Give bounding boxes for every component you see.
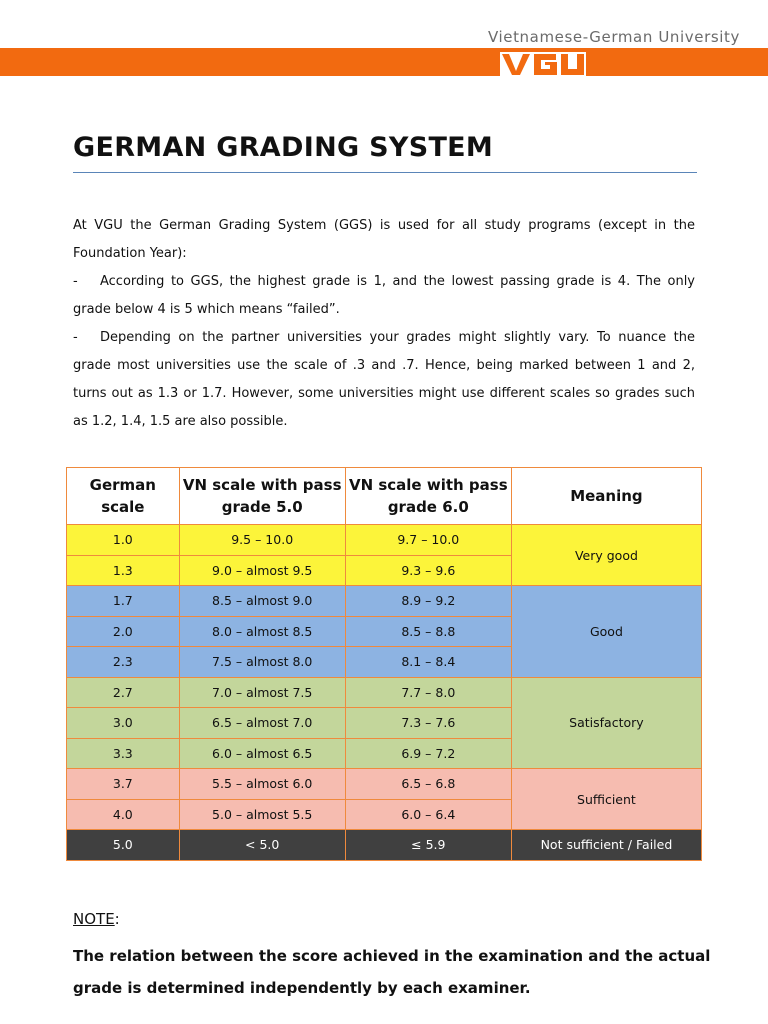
vn-range-6: 8.1 – 8.4 — [345, 647, 511, 678]
header-german-scale: German scale — [67, 468, 180, 525]
german-grade: 5.0 — [67, 830, 180, 861]
meaning-satisfactory: Satisfactory — [511, 677, 701, 769]
meaning-sufficient: Sufficient — [511, 769, 701, 830]
vn-range-6: 9.7 – 10.0 — [345, 525, 511, 556]
intro-text — [73, 212, 695, 436]
vn-range-5: < 5.0 — [179, 830, 345, 861]
title-divider — [73, 172, 697, 173]
page-title: GERMAN GRADING SYSTEM — [73, 132, 494, 163]
table-header-row — [67, 468, 702, 525]
vn-range-6: 7.7 – 8.0 — [345, 677, 511, 708]
german-grade: 2.7 — [67, 677, 180, 708]
header-vn-scale-5: VN scale with pass grade 5.0 — [179, 468, 345, 525]
vn-range-6: 6.9 – 7.2 — [345, 738, 511, 769]
vn-range-5: 9.5 – 10.0 — [179, 525, 345, 556]
bullet-dash: - — [73, 330, 78, 345]
vn-range-5: 7.5 – almost 8.0 — [179, 647, 345, 678]
bullet-text-1: According to GGS, the highest grade is 1, and the lowest passing grade is 4. The only grade below 4 is 5 which means “failed”. — [73, 274, 695, 317]
header-bar — [0, 48, 768, 76]
german-grade: 2.0 — [67, 616, 180, 647]
table-row — [67, 769, 702, 800]
note-label — [73, 910, 120, 928]
vn-range-6: ≤ 5.9 — [345, 830, 511, 861]
bullet-dash: - — [73, 274, 78, 289]
note-colon: : — [114, 910, 120, 928]
vn-range-6: 9.3 – 9.6 — [345, 555, 511, 586]
german-grade: 4.0 — [67, 799, 180, 830]
bullet-item-1 — [73, 268, 695, 324]
vn-range-6: 8.9 – 9.2 — [345, 586, 511, 617]
vn-range-6: 6.0 – 6.4 — [345, 799, 511, 830]
german-grade: 1.0 — [67, 525, 180, 556]
german-grade: 1.3 — [67, 555, 180, 586]
meaning-very-good: Very good — [511, 525, 701, 586]
vgu-logo-mark — [500, 52, 586, 76]
vn-range-5: 6.0 – almost 6.5 — [179, 738, 345, 769]
german-grade: 2.3 — [67, 647, 180, 678]
bullet-text-2: Depending on the partner universities your grades might slightly vary. To nuance the grade most universities use the scale of .3 and .7. Hence, being marked between 1 and 2, turns out as 1.3 or 1.7. However, some universities might use different scales so grades such as 1.2, 1.4, 1.5 are also possible. — [73, 330, 695, 429]
header-meaning: Meaning — [511, 468, 701, 525]
intro-paragraph: At VGU the German Grading System (GGS) is used for all study programs (except in the Foundation Year): — [73, 218, 695, 261]
vn-range-5: 7.0 – almost 7.5 — [179, 677, 345, 708]
meaning-failed: Not sufficient / Failed — [511, 830, 701, 861]
german-grade: 3.7 — [67, 769, 180, 800]
german-grade: 3.3 — [67, 738, 180, 769]
table-row — [67, 586, 702, 617]
bullet-item-2 — [73, 324, 695, 436]
german-grade: 1.7 — [67, 586, 180, 617]
note-text: The relation between the score achieved in the examination and the actual grade is determined independently by each examiner. — [73, 947, 711, 997]
table-row — [67, 525, 702, 556]
vn-range-5: 8.5 – almost 9.0 — [179, 586, 345, 617]
vgu-logo — [500, 52, 586, 76]
table-row — [67, 677, 702, 708]
vn-range-5: 9.0 – almost 9.5 — [179, 555, 345, 586]
grading-table — [66, 467, 702, 861]
table-row — [67, 830, 702, 861]
vn-range-5: 5.5 – almost 6.0 — [179, 769, 345, 800]
vn-range-5: 6.5 – almost 7.0 — [179, 708, 345, 739]
note-label-text: NOTE — [73, 910, 115, 928]
vn-range-6: 7.3 – 7.6 — [345, 708, 511, 739]
header-vn-scale-6: VN scale with pass grade 6.0 — [345, 468, 511, 525]
vn-range-6: 6.5 – 6.8 — [345, 769, 511, 800]
university-name: Vietnamese-German University — [487, 28, 740, 46]
german-grade: 3.0 — [67, 708, 180, 739]
vn-range-6: 8.5 – 8.8 — [345, 616, 511, 647]
vn-range-5: 5.0 – almost 5.5 — [179, 799, 345, 830]
vn-range-5: 8.0 – almost 8.5 — [179, 616, 345, 647]
meaning-good: Good — [511, 586, 701, 678]
